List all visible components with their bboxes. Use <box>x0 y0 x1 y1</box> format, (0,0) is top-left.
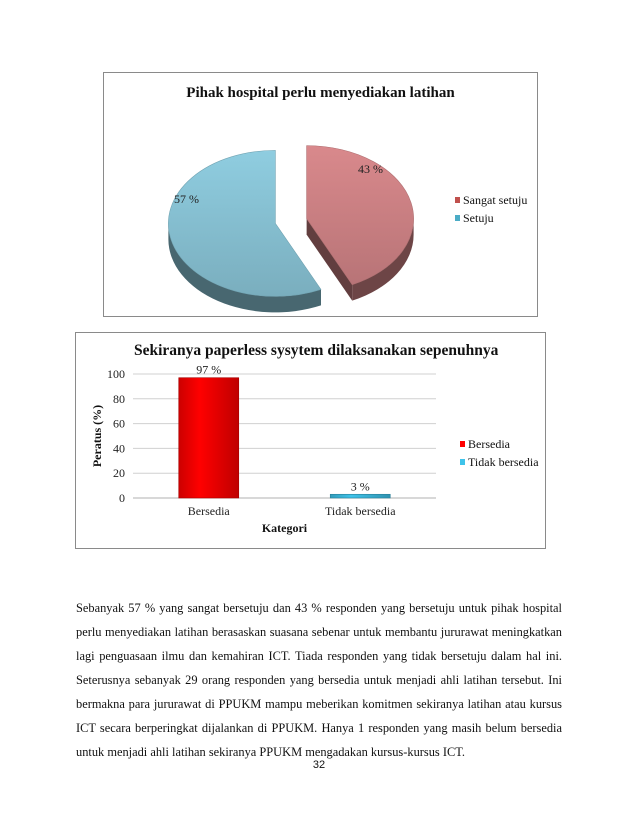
y-tick-label: 40 <box>113 441 125 456</box>
body-paragraph: Sebanyak 57 % yang sangat bersetuju dan 43 % responden yang bersetuju untuk pihak hospital perlu menyediakan latihan berasaskan suasana sebenar untuk membantu jururawat meningkatkan lagi penguasaan ilmu dan kemahiran ICT. Tiada responden yang tidak bersetuju dalam hal ini. Seterusnya sebanyak 29 orang responden yang bersedia untuk menjadi ahli latihan tersebut. Ini bermakna para jururawat di PPUKM mampu meberikan komitmen sekiranya latihan atau kursus ICT secara berperingkat dijalankan di PPUKM. Hanya 1 responden yang masih belum bersedia untuk menjadi ahli latihan sekiranya PPUKM mengadakan kursus-kursus ICT. <box>76 601 562 759</box>
pie-slice-1 <box>168 150 321 312</box>
legend-label-setuju: Setuju <box>463 210 494 225</box>
y-tick-label: 60 <box>113 416 125 431</box>
pie-chart <box>103 72 538 317</box>
legend-swatch-setuju <box>455 215 460 221</box>
x-axis-title: Kategori <box>261 521 308 535</box>
y-tick-label: 0 <box>119 491 125 505</box>
bar-legend <box>460 435 539 471</box>
bar-chart-title: Sekiranya paperless sysytem dilaksanakan sepenuhnya <box>134 342 499 359</box>
legend-label-bersedia: Bersedia <box>468 436 510 451</box>
legend-item-tidak-bersedia <box>460 453 539 471</box>
bar-chart <box>75 332 546 549</box>
legend-swatch-bersedia <box>460 441 465 447</box>
pie-chart-title: Pihak hospital perlu menyediakan latihan <box>186 85 455 101</box>
y-axis-title: Peratus (%) <box>90 404 104 468</box>
bar-0 <box>179 378 239 498</box>
legend-item-setuju <box>455 209 527 227</box>
y-tick-label: 80 <box>113 391 125 406</box>
bar-1 <box>330 494 390 498</box>
x-tick-label: Tidak bersedia <box>324 504 396 518</box>
legend-swatch-tidak-bersedia <box>460 459 465 465</box>
legend-label-tidak-bersedia: Tidak bersedia <box>468 454 539 469</box>
bar-gridlines <box>133 374 436 498</box>
legend-label-sangat-setuju: Sangat setuju <box>463 192 528 207</box>
page-number: 32 <box>312 759 326 771</box>
legend-swatch-sangat-setuju <box>455 197 460 203</box>
bar-data-label-1: 3 % <box>350 479 370 494</box>
y-tick-label: 100 <box>107 367 125 381</box>
y-tick-label: 20 <box>113 466 125 481</box>
legend-item-bersedia <box>460 435 539 453</box>
x-tick-label: Bersedia <box>187 504 230 518</box>
bar-data-label-0: 97 % <box>196 362 222 377</box>
pie-data-label-0: 43 % <box>358 162 383 176</box>
pie-legend <box>455 191 527 227</box>
legend-item-sangat-setuju <box>455 191 527 209</box>
pie-data-label-1: 57 % <box>174 192 199 206</box>
